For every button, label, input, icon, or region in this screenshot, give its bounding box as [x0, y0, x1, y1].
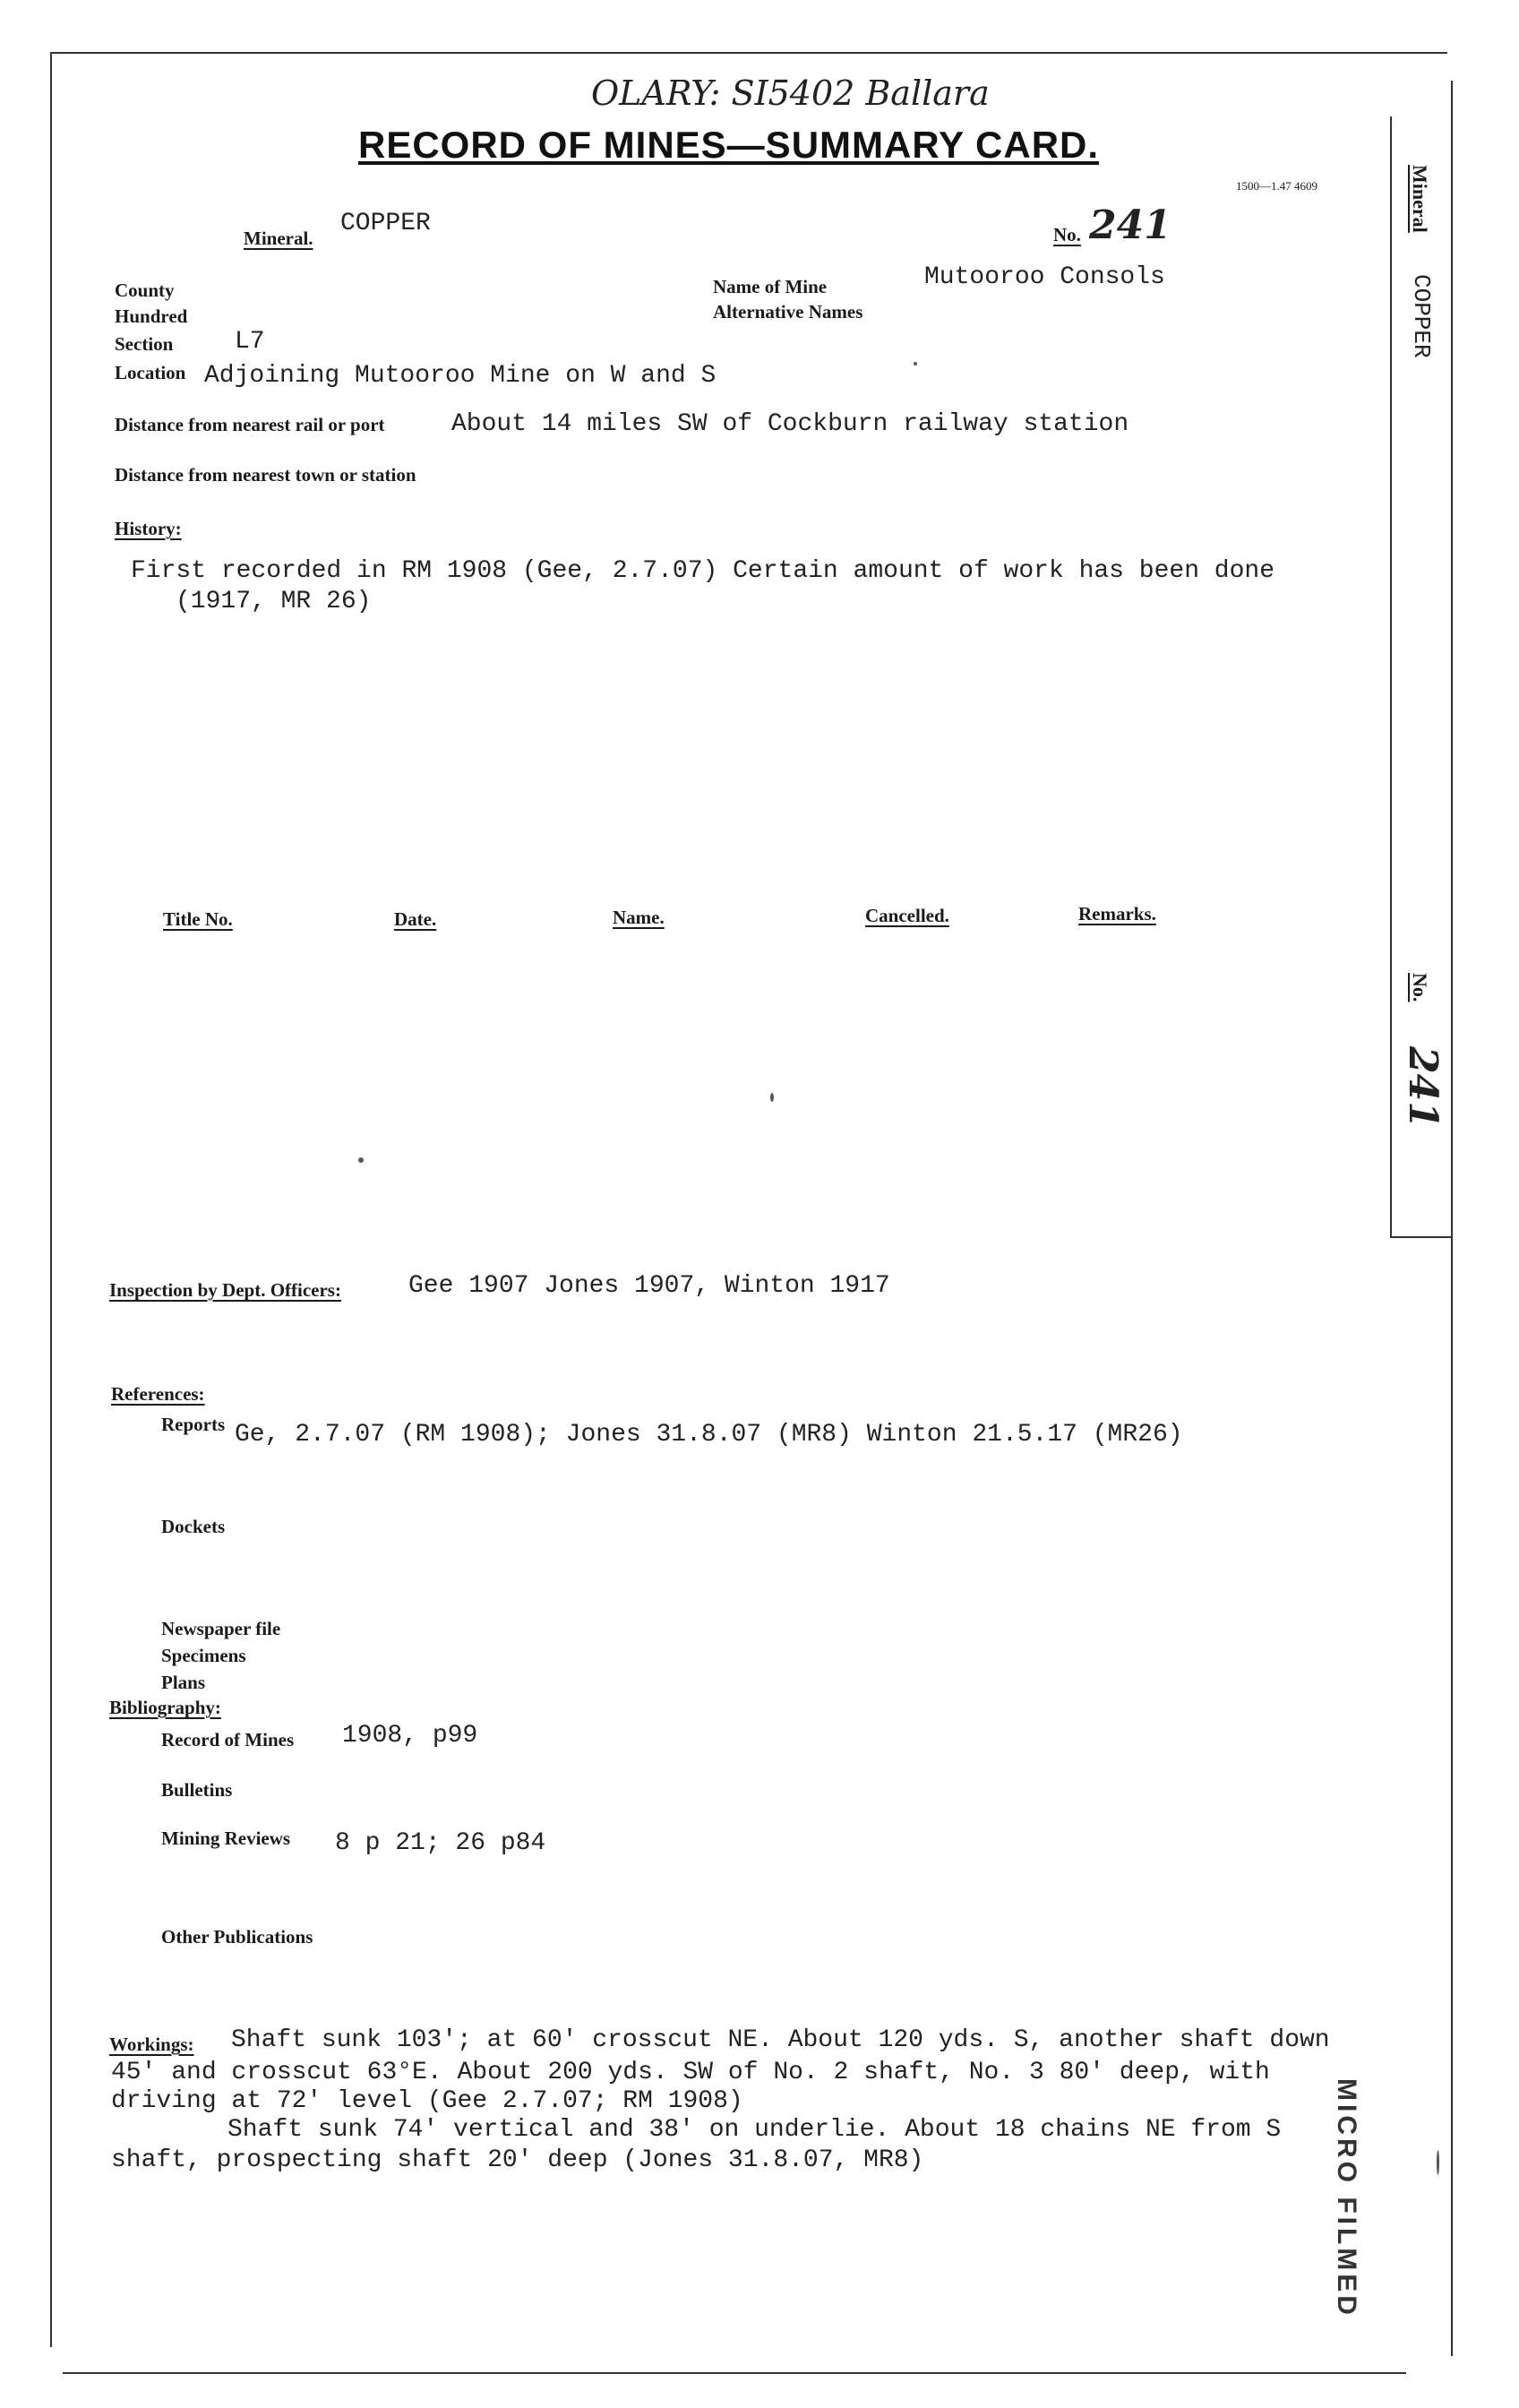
inspection-value: Gee 1907 Jones 1907, Winton 1917	[408, 1272, 890, 1300]
mining-reviews-label: Mining Reviews	[161, 1828, 291, 1849]
col-remarks: Remarks.	[1078, 903, 1156, 924]
reports-value: Ge, 2.7.07 (RM 1908); Jones 31.8.07 (MR8) Winton 21.5.17 (MR26)	[235, 1421, 1183, 1449]
col-cancelled: Cancelled.	[865, 905, 949, 926]
speck	[1437, 2150, 1439, 2175]
distance-rail-label: Distance from nearest rail or port	[115, 414, 385, 435]
mining-reviews-value: 8 p 21; 26 p84	[335, 1829, 546, 1857]
plans-label: Plans	[161, 1672, 206, 1693]
speck	[770, 1093, 774, 1102]
section-value: L7	[235, 328, 265, 356]
record-of-mines-label: Record of Mines	[161, 1729, 295, 1750]
micro-filmed-stamp: MICRO FILMED	[1332, 2078, 1361, 2318]
section-label: Section	[115, 333, 174, 355]
workings-line-5: shaft, prospecting shaft 20' deep (Jones 31.8.07, MR8)	[111, 2146, 924, 2174]
handwritten-reference: OLARY: SI5402 Ballara	[591, 73, 990, 113]
workings-line-1: Shaft sunk 103'; at 60' crosscut NE. About 120 yds. S, another shaft down	[231, 2026, 1330, 2054]
side-tab-mineral-value: COPPER	[1408, 274, 1435, 358]
top-border	[50, 52, 1447, 54]
history-line-1: First recorded in RM 1908 (Gee, 2.7.07) Certain amount of work has been done	[131, 557, 1275, 585]
side-tab-no-value: 241	[1400, 1046, 1446, 1129]
county-label: County	[115, 280, 175, 301]
distance-rail-value: About 14 miles SW of Cockburn railway station	[451, 410, 1129, 438]
location-label: Location	[115, 362, 186, 383]
name-of-mine-label: Name of Mine	[713, 276, 828, 297]
dockets-label: Dockets	[161, 1516, 226, 1537]
col-date: Date.	[394, 908, 437, 930]
print-code: 1500—1.47 4609	[1236, 179, 1317, 193]
workings-label: Workings:	[109, 2034, 194, 2055]
mineral-label: Mineral.	[244, 228, 313, 249]
col-name: Name.	[613, 907, 665, 928]
history-label: History:	[115, 518, 182, 539]
card-no-label: No.	[1053, 224, 1081, 245]
history-line-2: (1917, MR 26)	[176, 588, 372, 615]
distance-town-label: Distance from nearest town or station	[115, 464, 416, 486]
side-tab-mineral-label: Mineral	[1409, 165, 1431, 233]
card-no-value: 241	[1089, 202, 1171, 248]
inspection-label: Inspection by Dept. Officers:	[109, 1279, 341, 1301]
side-tab-no-label: No.	[1409, 973, 1431, 1002]
bibliography-label: Bibliography:	[109, 1697, 221, 1718]
other-publications-label: Other Publications	[161, 1926, 313, 1948]
mineral-value: COPPER	[340, 210, 431, 237]
workings-line-3: driving at 72' level (Gee 2.7.07; RM 1908)	[111, 2087, 743, 2115]
side-tab-divider	[1390, 116, 1392, 1236]
bottom-border	[63, 2372, 1406, 2374]
specimens-label: Specimens	[161, 1645, 246, 1666]
hundred-label: Hundred	[115, 305, 188, 327]
left-border	[50, 54, 52, 2347]
speck	[358, 1157, 364, 1163]
card-title: RECORD OF MINES—SUMMARY CARD.	[358, 124, 1100, 166]
side-tab-bottom	[1390, 1236, 1451, 1238]
references-label: References:	[111, 1383, 205, 1405]
bulletins-label: Bulletins	[161, 1779, 233, 1801]
right-border	[1451, 81, 1453, 2356]
alternative-names-label: Alternative Names	[713, 301, 863, 322]
newspaper-file-label: Newspaper file	[161, 1618, 281, 1639]
workings-line-4: Shaft sunk 74' vertical and 38' on underlie. About 18 chains NE from S	[227, 2116, 1282, 2144]
workings-line-2: 45' and crosscut 63°E. About 200 yds. SW of No. 2 shaft, No. 3 80' deep, with	[111, 2059, 1270, 2086]
speck	[914, 362, 917, 366]
col-title-no: Title No.	[163, 908, 233, 930]
name-of-mine-value: Mutooroo Consols	[924, 263, 1165, 291]
record-of-mines-value: 1908, p99	[342, 1722, 478, 1750]
reports-label: Reports	[161, 1414, 226, 1435]
location-value: Adjoining Mutooroo Mine on W and S	[204, 362, 717, 390]
